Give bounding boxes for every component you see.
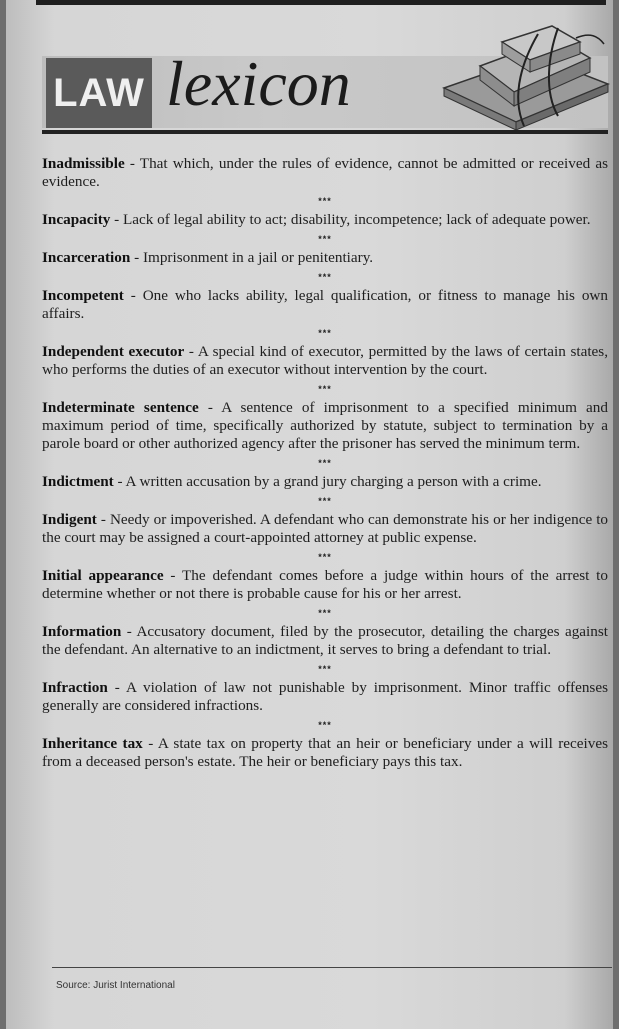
entry-dash: - (96, 511, 110, 528)
entry-separator: *** (318, 496, 332, 506)
entry-definition: The defendant comes before a judge within hours of the arrest to determine whether or not there is probable cause for his or her arrest. (42, 567, 608, 602)
entry-term: Information (42, 623, 122, 640)
lexicon-entry (42, 473, 608, 491)
entry-term: Indeterminate sentence (42, 399, 199, 416)
entry-definition: A special kind of executor, permitted by the laws of certain states, who performs the duties of an executor without intervention by the court. (42, 343, 609, 378)
lexicon-entry (42, 511, 608, 547)
entry-dash: - (124, 155, 140, 172)
entry-term: Incompetent (42, 287, 124, 304)
newspaper-page (6, 0, 613, 1029)
entry-term: Inheritance tax (42, 735, 143, 752)
entry-definition: Needy or impoverished. A defendant who can demonstrate his or her indigence to the court may be assigned a court-appointed attorney at public expense. (42, 511, 609, 546)
entry-separator: *** (318, 552, 332, 562)
law-badge (46, 58, 152, 128)
entry-separator: *** (318, 664, 332, 674)
entry-definition: A violation of law not punishable by imprisonment. Minor traffic offenses generally are considered infractions. (42, 679, 608, 714)
law-badge-label: LAW (53, 70, 145, 115)
entry-separator: *** (318, 272, 332, 282)
entry-dash: - (142, 735, 158, 752)
lexicon-entry (42, 399, 608, 453)
entry-term: Incapacity (42, 211, 111, 228)
masthead-rule (42, 130, 608, 134)
masthead (42, 48, 608, 134)
lexicon-entry (42, 623, 608, 659)
entry-separator: *** (318, 384, 332, 394)
entry-dash: - (130, 249, 143, 266)
entry-definition: Lack of legal ability to act; disability, incompetence; lack of adequate power. (123, 211, 591, 228)
top-rule (36, 0, 606, 5)
entry-dash: - (121, 623, 137, 640)
entry-separator: *** (318, 720, 332, 730)
entry-dash: - (113, 473, 126, 490)
entry-separator: *** (318, 608, 332, 618)
entry-dash: - (110, 211, 123, 228)
lexicon-entry (42, 211, 608, 229)
lexicon-entry (42, 155, 608, 191)
entry-separator: *** (318, 196, 332, 206)
entry-term: Infraction (42, 679, 108, 696)
books-illustration (440, 22, 610, 132)
entry-term: Initial appearance (42, 567, 164, 584)
entry-term: Incarceration (42, 249, 131, 266)
lexicon-entry (42, 567, 608, 603)
entry-term: Indictment (42, 473, 114, 490)
entry-dash: - (107, 679, 126, 696)
entry-term: Independent executor (42, 343, 185, 360)
lexicon-entry (42, 735, 608, 771)
entry-separator: *** (318, 458, 332, 468)
entry-separator: *** (318, 328, 332, 338)
entry-definition: That which, under the rules of evidence, cannot be admitted or received as evidence. (42, 155, 608, 190)
lexicon-entry (42, 287, 608, 323)
entry-dash: - (184, 343, 198, 360)
entry-term: Inadmissible (42, 155, 125, 172)
entry-term: Indigent (42, 511, 97, 528)
footer-rule (52, 967, 612, 968)
lexicon-entries (42, 155, 608, 771)
entry-definition: A written accusation by a grand jury charging a person with a crime. (125, 473, 542, 490)
entry-definition: Imprisonment in a jail or penitentiary. (142, 249, 374, 266)
entry-definition: Accusatory document, filed by the prosecutor, detailing the charges against the defendant. An alternative to an indictment, it serves to bring a defendant to trial. (42, 623, 608, 658)
entry-dash: - (123, 287, 143, 304)
entry-definition: A sentence of imprisonment to a specified minimum and maximum period of time, specifically authorized by statute, subject to termination by a parole board or other authorized agency after the prisoner has served the minimum term. (42, 399, 608, 452)
entry-dash: - (198, 399, 222, 416)
entry-definition: A state tax on property that an heir or beneficiary under a will receives from a deceased person's estate. The heir or beneficiary pays this tax. (42, 735, 608, 770)
lexicon-entry (42, 249, 608, 267)
lexicon-entry (42, 343, 608, 379)
masthead-title: lexicon (166, 48, 351, 119)
entry-dash: - (163, 567, 183, 584)
source-credit: Source: Jurist International (56, 980, 175, 991)
entry-separator: *** (318, 234, 332, 244)
lexicon-entry (42, 679, 608, 715)
entry-definition: One who lacks ability, legal qualification, or fitness to manage his own affairs. (42, 287, 608, 322)
